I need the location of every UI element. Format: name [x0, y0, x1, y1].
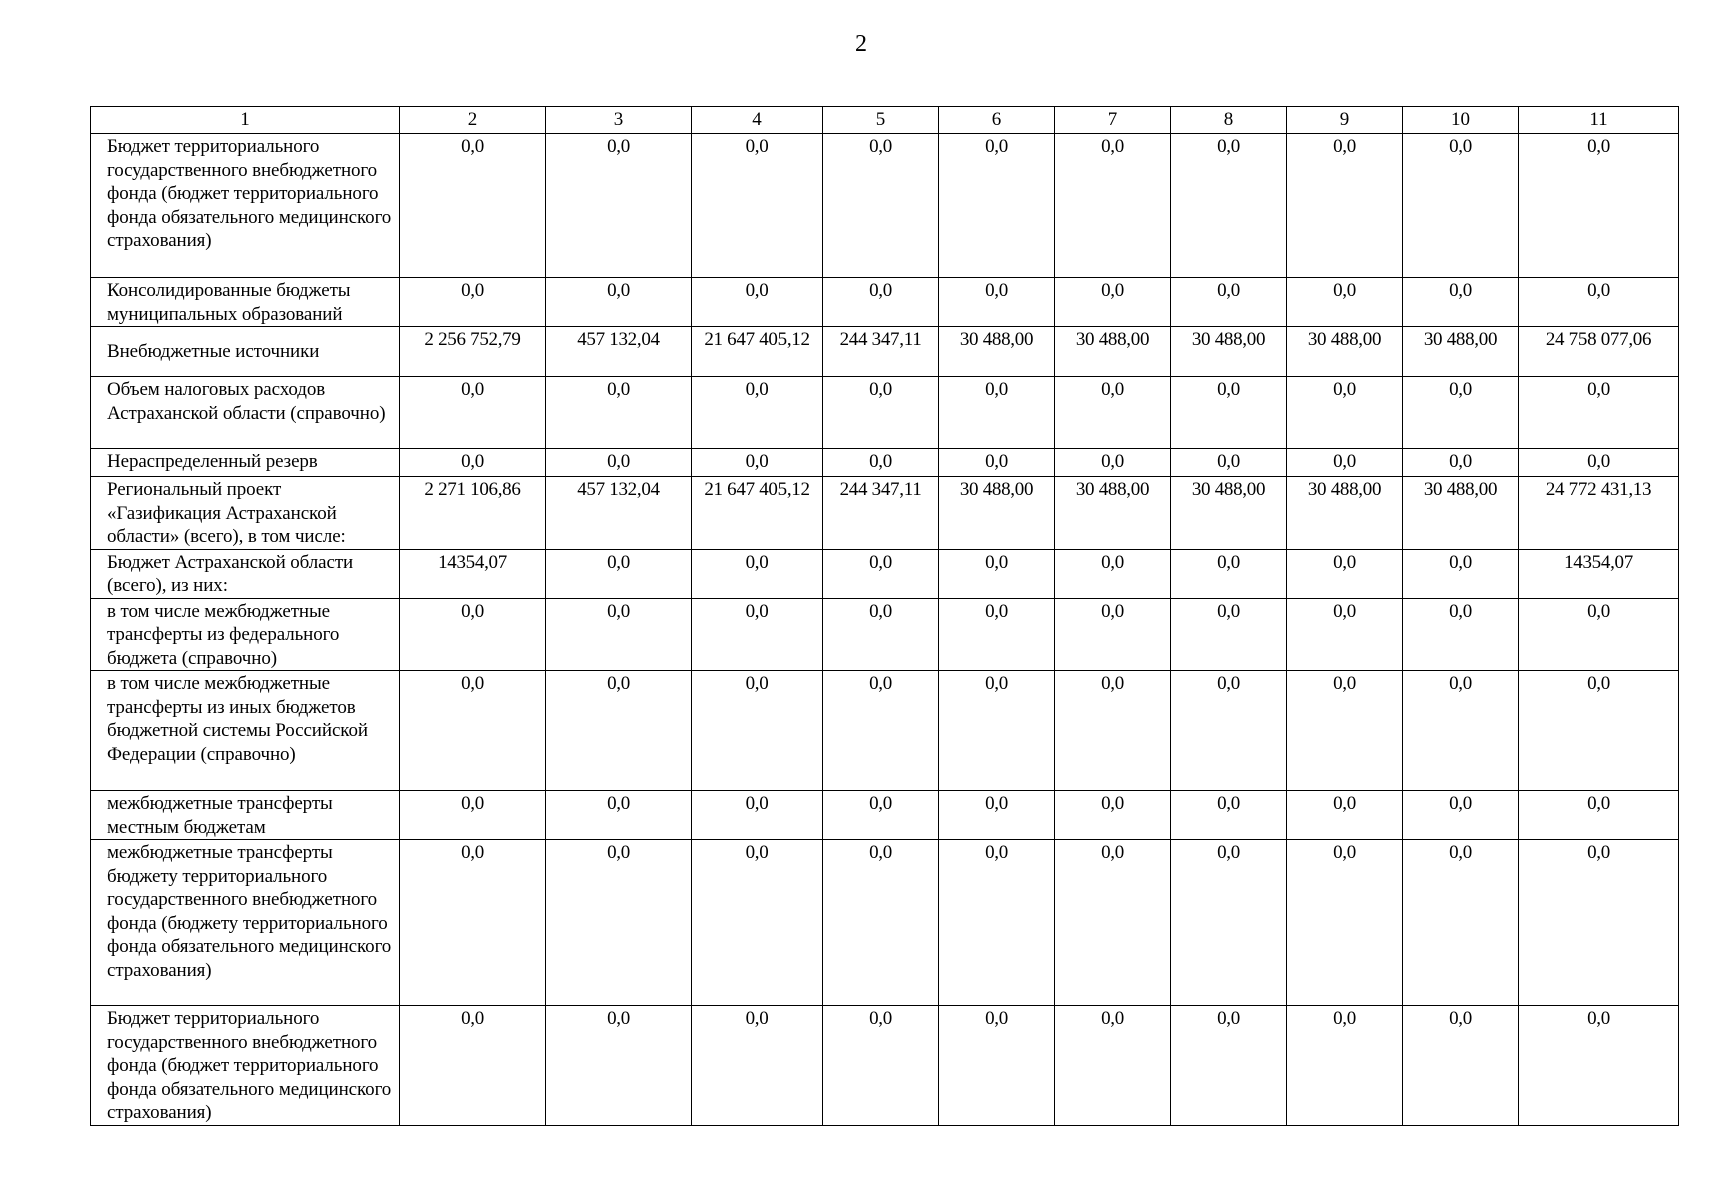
column-header: 10: [1403, 107, 1519, 134]
table-row: [91, 598, 1679, 671]
value-cell: 0,0: [1403, 671, 1519, 791]
table-row: [91, 840, 1679, 1006]
row-label: Нераспределенный резерв: [91, 449, 400, 477]
value-cell: 0,0: [1287, 598, 1403, 671]
value-cell: 0,0: [1055, 134, 1171, 278]
value-cell: 0,0: [1519, 449, 1679, 477]
value-cell: 0,0: [1519, 278, 1679, 327]
value-cell: 0,0: [1403, 134, 1519, 278]
value-cell: 0,0: [1171, 1006, 1287, 1126]
value-cell: 30 488,00: [939, 327, 1055, 377]
value-cell: 0,0: [939, 671, 1055, 791]
value-cell: 0,0: [1403, 278, 1519, 327]
value-cell: 0,0: [1171, 278, 1287, 327]
table-row: [91, 377, 1679, 449]
value-cell: 0,0: [692, 278, 823, 327]
value-cell: 0,0: [1171, 549, 1287, 598]
value-cell: 0,0: [1287, 377, 1403, 449]
value-cell: 0,0: [823, 1006, 939, 1126]
row-label: Консолидированные бюджеты муниципальных образований: [91, 278, 400, 327]
value-cell: 0,0: [692, 671, 823, 791]
row-label: Внебюджетные источники: [91, 327, 400, 377]
value-cell: 0,0: [939, 278, 1055, 327]
value-cell: 0,0: [823, 278, 939, 327]
value-cell: 0,0: [1287, 134, 1403, 278]
value-cell: 0,0: [400, 278, 546, 327]
value-cell: 0,0: [823, 134, 939, 278]
value-cell: 0,0: [1055, 671, 1171, 791]
budget-table: [90, 106, 1679, 1126]
value-cell: 0,0: [1287, 449, 1403, 477]
value-cell: 0,0: [1403, 1006, 1519, 1126]
value-cell: 0,0: [1171, 449, 1287, 477]
column-number-row: [91, 107, 1679, 134]
value-cell: 0,0: [1287, 840, 1403, 1006]
value-cell: 0,0: [400, 134, 546, 278]
column-header: 5: [823, 107, 939, 134]
value-cell: 0,0: [939, 1006, 1055, 1126]
value-cell: 0,0: [692, 134, 823, 278]
row-label: в том числе межбюджетные трансферты из иных бюджетов бюджетной системы Российской Федерации (справочно): [91, 671, 400, 791]
value-cell: 30 488,00: [1055, 477, 1171, 550]
value-cell: 0,0: [1403, 791, 1519, 840]
row-label: Бюджет Астраханской области (всего), из них:: [91, 549, 400, 598]
value-cell: 14354,07: [400, 549, 546, 598]
value-cell: 0,0: [546, 1006, 692, 1126]
value-cell: 30 488,00: [1055, 327, 1171, 377]
column-header: 9: [1287, 107, 1403, 134]
value-cell: 0,0: [1055, 549, 1171, 598]
value-cell: 30 488,00: [1403, 477, 1519, 550]
value-cell: 0,0: [823, 671, 939, 791]
value-cell: 0,0: [692, 449, 823, 477]
value-cell: 0,0: [1519, 840, 1679, 1006]
value-cell: 457 132,04: [546, 477, 692, 550]
row-label: в том числе межбюджетные трансферты из федерального бюджета (справочно): [91, 598, 400, 671]
table-row: [91, 1006, 1679, 1126]
value-cell: 0,0: [1519, 1006, 1679, 1126]
column-header: 6: [939, 107, 1055, 134]
value-cell: 244 347,11: [823, 477, 939, 550]
value-cell: 0,0: [692, 840, 823, 1006]
value-cell: 30 488,00: [1171, 477, 1287, 550]
value-cell: 0,0: [939, 449, 1055, 477]
value-cell: 0,0: [546, 134, 692, 278]
value-cell: 0,0: [1287, 1006, 1403, 1126]
table-row: [91, 278, 1679, 327]
value-cell: 0,0: [939, 598, 1055, 671]
value-cell: 0,0: [692, 598, 823, 671]
page-number: 2: [855, 31, 867, 57]
value-cell: 0,0: [823, 598, 939, 671]
row-label: Бюджет территориального государственного внебюджетного фонда (бюджет территориального фонда обязательного медицинского страхования): [91, 1006, 400, 1126]
value-cell: 30 488,00: [939, 477, 1055, 550]
value-cell: 0,0: [400, 377, 546, 449]
value-cell: 0,0: [546, 598, 692, 671]
value-cell: 0,0: [1287, 791, 1403, 840]
value-cell: 30 488,00: [1287, 477, 1403, 550]
value-cell: 0,0: [400, 791, 546, 840]
value-cell: 0,0: [1055, 598, 1171, 671]
value-cell: 0,0: [692, 549, 823, 598]
value-cell: 24 772 431,13: [1519, 477, 1679, 550]
value-cell: 0,0: [546, 671, 692, 791]
value-cell: 0,0: [939, 377, 1055, 449]
value-cell: 30 488,00: [1403, 327, 1519, 377]
value-cell: 0,0: [1519, 134, 1679, 278]
column-header: 3: [546, 107, 692, 134]
value-cell: 0,0: [546, 377, 692, 449]
value-cell: 0,0: [1403, 377, 1519, 449]
value-cell: 0,0: [1055, 278, 1171, 327]
value-cell: 0,0: [692, 377, 823, 449]
value-cell: 0,0: [1519, 671, 1679, 791]
value-cell: 0,0: [1519, 377, 1679, 449]
value-cell: 0,0: [823, 791, 939, 840]
value-cell: 0,0: [1055, 840, 1171, 1006]
value-cell: 0,0: [1055, 449, 1171, 477]
column-header: 4: [692, 107, 823, 134]
value-cell: 0,0: [400, 840, 546, 1006]
value-cell: 0,0: [1171, 134, 1287, 278]
value-cell: 0,0: [1287, 549, 1403, 598]
table-row: [91, 134, 1679, 278]
value-cell: 2 271 106,86: [400, 477, 546, 550]
row-label: Объем налоговых расходов Астраханской области (справочно): [91, 377, 400, 449]
value-cell: 14354,07: [1519, 549, 1679, 598]
value-cell: 0,0: [1171, 598, 1287, 671]
value-cell: 0,0: [1171, 840, 1287, 1006]
value-cell: 0,0: [1171, 377, 1287, 449]
value-cell: 0,0: [692, 1006, 823, 1126]
value-cell: 0,0: [1519, 598, 1679, 671]
table-row: [91, 477, 1679, 550]
value-cell: 0,0: [400, 598, 546, 671]
row-label: межбюджетные трансферты местным бюджетам: [91, 791, 400, 840]
value-cell: 0,0: [546, 840, 692, 1006]
value-cell: 24 758 077,06: [1519, 327, 1679, 377]
table-row: [91, 671, 1679, 791]
value-cell: 0,0: [400, 1006, 546, 1126]
table-row: [91, 549, 1679, 598]
value-cell: 0,0: [823, 377, 939, 449]
column-header: 1: [91, 107, 400, 134]
value-cell: 0,0: [1171, 671, 1287, 791]
column-header: 7: [1055, 107, 1171, 134]
value-cell: 0,0: [1403, 549, 1519, 598]
value-cell: 21 647 405,12: [692, 327, 823, 377]
value-cell: 0,0: [1055, 791, 1171, 840]
value-cell: 457 132,04: [546, 327, 692, 377]
value-cell: 244 347,11: [823, 327, 939, 377]
value-cell: 0,0: [1171, 791, 1287, 840]
column-header: 11: [1519, 107, 1679, 134]
row-label: межбюджетные трансферты бюджету территориального государственного внебюджетного фонда (бюджету территориального фонда обязательного медицинского страхования): [91, 840, 400, 1006]
value-cell: 21 647 405,12: [692, 477, 823, 550]
value-cell: 0,0: [400, 671, 546, 791]
value-cell: 0,0: [546, 278, 692, 327]
table-row: [91, 449, 1679, 477]
value-cell: 0,0: [1287, 671, 1403, 791]
value-cell: 0,0: [1287, 278, 1403, 327]
value-cell: 0,0: [400, 449, 546, 477]
table-row: [91, 791, 1679, 840]
value-cell: 0,0: [823, 840, 939, 1006]
value-cell: 30 488,00: [1171, 327, 1287, 377]
value-cell: 0,0: [939, 791, 1055, 840]
value-cell: 0,0: [546, 549, 692, 598]
value-cell: 2 256 752,79: [400, 327, 546, 377]
table-row: [91, 327, 1679, 377]
row-label: Бюджет территориального государственного внебюджетного фонда (бюджет территориального фонда обязательного медицинского страхования): [91, 134, 400, 278]
value-cell: 0,0: [823, 549, 939, 598]
value-cell: 0,0: [546, 449, 692, 477]
value-cell: 0,0: [1403, 449, 1519, 477]
value-cell: 0,0: [1055, 377, 1171, 449]
value-cell: 0,0: [1403, 598, 1519, 671]
value-cell: 30 488,00: [1287, 327, 1403, 377]
value-cell: 0,0: [692, 791, 823, 840]
column-header: 8: [1171, 107, 1287, 134]
value-cell: 0,0: [939, 549, 1055, 598]
value-cell: 0,0: [939, 134, 1055, 278]
value-cell: 0,0: [939, 840, 1055, 1006]
column-header: 2: [400, 107, 546, 134]
value-cell: 0,0: [1403, 840, 1519, 1006]
value-cell: 0,0: [1055, 1006, 1171, 1126]
value-cell: 0,0: [546, 791, 692, 840]
row-label: Региональный проект «Газификация Астраханской области» (всего), в том числе:: [91, 477, 400, 550]
value-cell: 0,0: [823, 449, 939, 477]
value-cell: 0,0: [1519, 791, 1679, 840]
